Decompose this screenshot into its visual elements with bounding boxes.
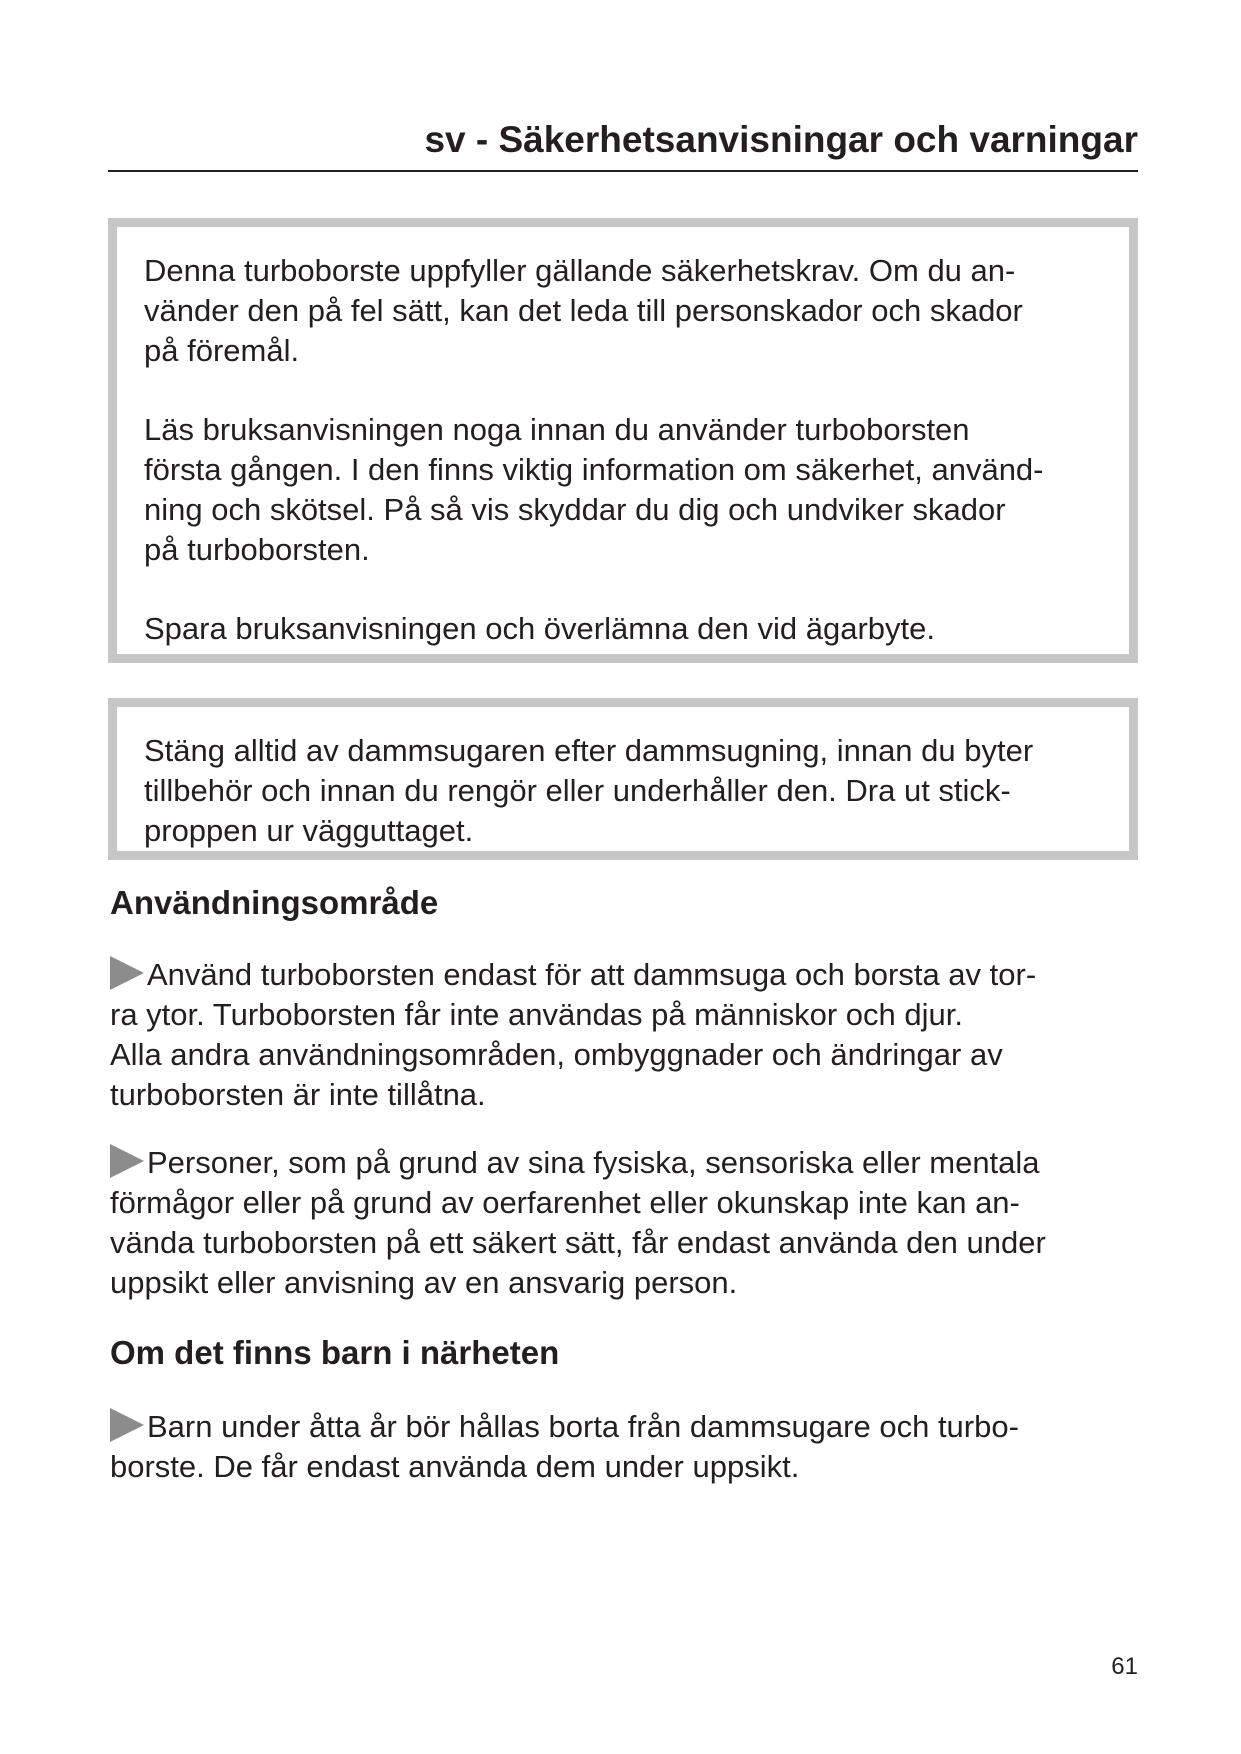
usage-item-line: förmågor eller på grund av oerfarenhet eller okunskap inte kan an- [110,1185,1020,1220]
notice-line: första gången. I den finns viktig information om säkerhet, använd- [144,452,1044,487]
bullet-arrow-icon [110,1144,144,1178]
bullet-arrow-icon [110,1408,144,1442]
notice-box [108,218,1138,663]
usage-item-line: vända turboborsten på ett säkert sätt, får endast använda den under [110,1225,1046,1260]
usage-item-line: Alla andra användningsområden, ombyggnader och ändringar av [110,1037,1003,1072]
bullet-arrow-icon [110,956,144,990]
usage-item-line: Personer, som på grund av sina fysiska, sensoriska eller mentala [147,1145,1040,1180]
warning-line: proppen ur vägguttaget. [144,813,474,848]
usage-item-line: ra ytor. Turboborsten får inte användas på människor och djur. [110,997,963,1032]
usage-item-line: uppsikt eller anvisning av en ansvarig person. [110,1265,738,1300]
notice-line: ning och skötsel. På så vis skyddar du dig och undviker skador [144,492,1006,527]
warning-line: Stäng alltid av dammsugaren efter dammsugning, innan du byter [144,733,1034,768]
section-title-usage: Användningsområde [110,884,439,921]
header-divider [108,170,1138,172]
notice-line: på turboborsten. [144,532,370,567]
notice-line: Denna turboborste uppfyller gällande säkerhetskrav. Om du an- [144,253,1016,288]
usage-item-line: Använd turboborsten endast för att dammsuga och borsta av tor- [147,957,1037,992]
usage-item-1 [110,955,1140,1115]
notice-line: på föremål. [144,333,300,368]
usage-item-line: turboborsten är inte tillåtna. [110,1077,486,1112]
section-title-children: Om det finns barn i närheten [110,1334,560,1371]
usage-item-2 [110,1143,1140,1303]
page-header-title: sv - Säkerhetsanvisningar och varningar [424,119,1138,160]
children-item-line: Barn under åtta år bör hållas borta från dammsugare och turbo- [147,1409,1019,1444]
notice-line: Läs bruksanvisningen noga innan du använder turboborsten [144,412,970,447]
warning-box [108,698,1138,860]
page-number: 61 [1111,1653,1138,1680]
children-item-line: borste. De får endast använda dem under uppsikt. [110,1449,800,1484]
warning-line: tillbehör och innan du rengör eller underhåller den. Dra ut stick- [144,773,1011,808]
notice-line: vänder den på fel sätt, kan det leda till personskador och skador [144,293,1023,328]
children-item-1 [110,1407,1140,1487]
notice-line: Spara bruksanvisningen och överlämna den vid ägarbyte. [144,611,935,646]
